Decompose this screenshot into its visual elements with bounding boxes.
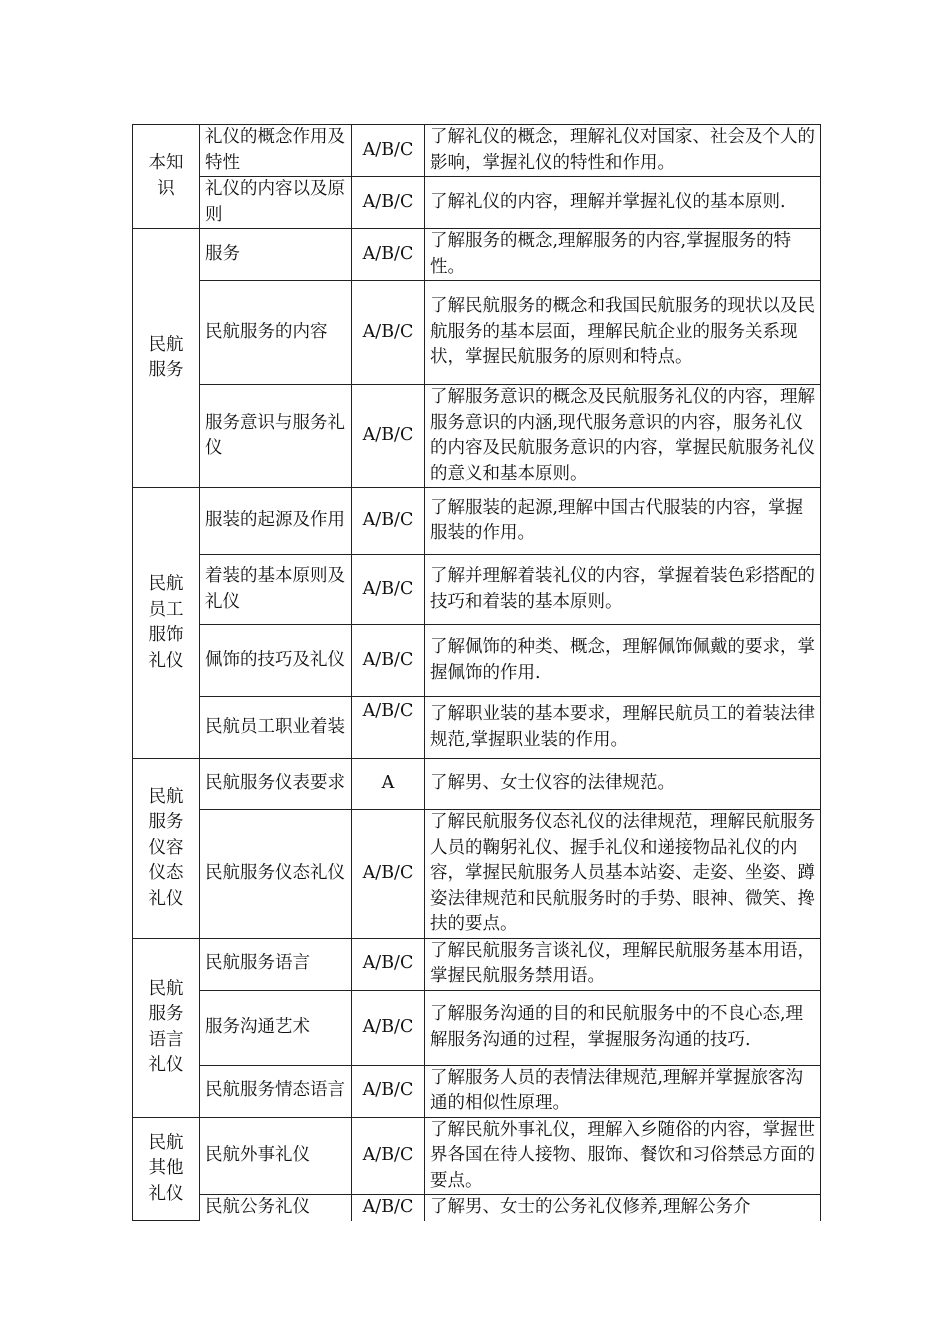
topic-cell: 民航服务仪表要求 [200,759,352,810]
level-cell: A/B/C [352,990,425,1065]
level-cell: A/B/C [352,488,425,555]
category-cell: 民航 其他 礼仪 [133,1117,200,1221]
level-cell: A/B/C [352,555,425,625]
level-cell: A/B/C [352,281,425,385]
table-row [133,229,821,281]
topic-cell: 民航服务的内容 [200,281,352,385]
category-cell: 本知 识 [133,125,200,229]
level-cell: A/B/C [352,1065,425,1117]
table-row [133,177,821,229]
topic-cell: 服务意识与服务礼仪 [200,385,352,488]
level-cell: A/B/C [352,810,425,939]
level-cell: A/B/C [352,229,425,281]
level-cell: A/B/C [352,385,425,488]
topic-cell: 民航服务语言 [200,938,352,990]
description-cell: 了解服装的起源,理解中国古代服装的内容，掌握服装的作用。 [425,488,821,555]
category-cell: 民航 员工 服饰 礼仪 [133,488,200,759]
description-cell: 了解民航服务的概念和我国民航服务的现状以及民航服务的基本层面，理解民航企业的服务关系现状，掌握民航服务的原则和特点。 [425,281,821,385]
level-cell: A/B/C [352,125,425,177]
category-cell: 民航 服务 [133,229,200,488]
description-cell: 了解男、女士的公务礼仪修养,理解公务介 [425,1195,821,1221]
level-cell: A/B/C [352,177,425,229]
table-row [133,759,821,810]
description-cell: 了解服务意识的概念及民航服务礼仪的内容，理解服务意识的内涵,现代服务意识的内容，服务礼仪的内容及民航服务意识的内容，掌握民航服务礼仪的意义和基本原则。 [425,385,821,488]
table-row [133,1195,821,1221]
table-row [133,488,821,555]
description-cell: 了解民航外事礼仪，理解入乡随俗的内容，掌握世界各国在待人接物、服饰、餐饮和习俗禁忌方面的要点。 [425,1117,821,1195]
level-cell: A/B/C [352,697,425,759]
topic-cell: 礼仪的概念作用及特性 [200,125,352,177]
description-cell: 了解并理解着装礼仪的内容，掌握着装色彩搭配的技巧和着装的基本原则。 [425,555,821,625]
category-cell: 民航 服务 仪容 仪态 礼仪 [133,759,200,939]
description-cell: 了解男、女士仪容的法律规范。 [425,759,821,810]
description-cell: 了解佩饰的种类、概念，理解佩饰佩戴的要求，掌握佩饰的作用. [425,625,821,697]
topic-cell: 佩饰的技巧及礼仪 [200,625,352,697]
table-row [133,281,821,385]
table-row [133,990,821,1065]
topic-cell: 服务 [200,229,352,281]
table-row [133,625,821,697]
description-cell: 了解职业装的基本要求，理解民航员工的着装法律规范,掌握职业装的作用。 [425,697,821,759]
description-cell: 了解礼仪的内容，理解并掌握礼仪的基本原则. [425,177,821,229]
topic-cell: 民航公务礼仪 [200,1195,352,1221]
level-cell: A/B/C [352,938,425,990]
topic-cell: 民航服务情态语言 [200,1065,352,1117]
description-cell: 了解民航服务言谈礼仪，理解民航服务基本用语，掌握民航服务禁用语。 [425,938,821,990]
table-row [133,125,821,177]
level-cell: A/B/C [352,1117,425,1195]
topic-cell: 民航服务仪态礼仪 [200,810,352,939]
description-cell: 了解服务沟通的目的和民航服务中的不良心态,理解服务沟通的过程，掌握服务沟通的技巧. [425,990,821,1065]
description-cell: 了解礼仪的概念，理解礼仪对国家、社会及个人的影响，掌握礼仪的特性和作用。 [425,125,821,177]
topic-cell: 着装的基本原则及礼仪 [200,555,352,625]
topic-cell: 服装的起源及作用 [200,488,352,555]
description-cell: 了解民航服务仪态礼仪的法律规范，理解民航服务人员的鞠躬礼仪、握手礼仪和递接物品礼仪的内容，掌握民航服务人员基本站姿、走姿、坐姿、蹲姿法律规范和民航服务时的手势、眼神、微笑、搀扶的要点。 [425,810,821,939]
table-row [133,697,821,759]
topic-cell: 服务沟通艺术 [200,990,352,1065]
table-row [133,555,821,625]
table-row [133,1117,821,1195]
category-cell: 民航 服务 语言 礼仪 [133,938,200,1117]
topic-cell: 礼仪的内容以及原则 [200,177,352,229]
syllabus-table [132,124,821,1221]
description-cell: 了解服务人员的表情法律规范,理解并掌握旅客沟通的相似性原理。 [425,1065,821,1117]
description-cell: 了解服务的概念,理解服务的内容,掌握服务的特性。 [425,229,821,281]
table-row [133,810,821,939]
table-row [133,385,821,488]
topic-cell: 民航外事礼仪 [200,1117,352,1195]
table-row [133,938,821,990]
table-row [133,1065,821,1117]
level-cell: A [352,759,425,810]
topic-cell: 民航员工职业着装 [200,697,352,759]
level-cell: A/B/C [352,625,425,697]
level-cell: A/B/C [352,1195,425,1221]
